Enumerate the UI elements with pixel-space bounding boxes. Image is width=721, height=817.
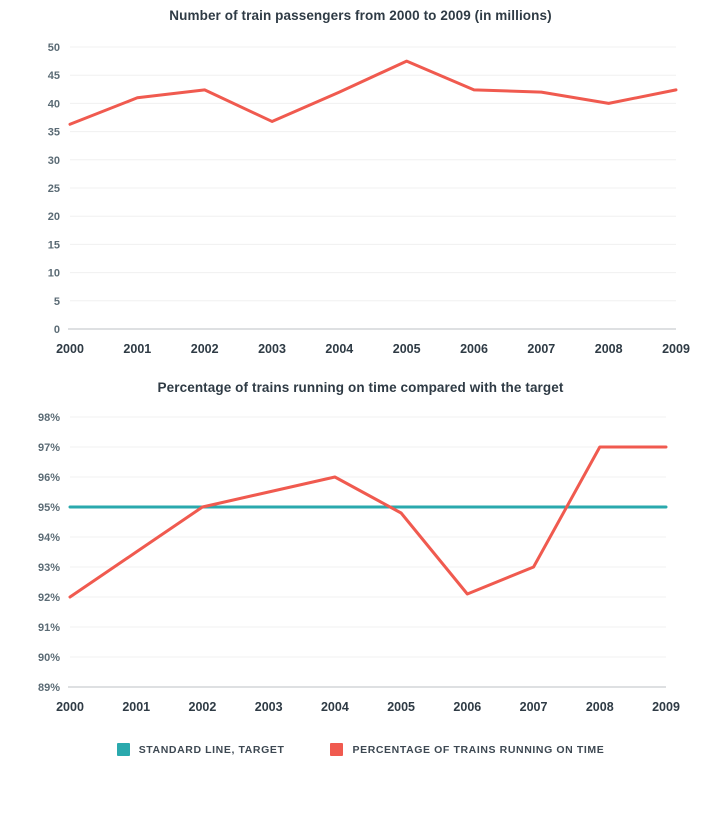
y-tick-label: 35 <box>47 126 60 139</box>
legend-item-percentage <box>330 743 604 756</box>
x-tick-label: 2004 <box>325 342 354 356</box>
y-tick-label: 25 <box>47 183 60 195</box>
y-tick-label: 97% <box>37 442 60 454</box>
legend-item-target <box>117 743 285 756</box>
x-tick-label: 2008 <box>585 700 614 714</box>
legend-label-percentage: PERCENTAGE OF TRAINS RUNNING ON TIME <box>352 743 605 756</box>
x-tick-label: 2006 <box>453 700 482 714</box>
x-tick-label: 2000 <box>56 342 84 356</box>
y-tick-label: 0 <box>53 324 60 336</box>
y-tick-label: 96% <box>37 472 60 484</box>
y-tick-label: 40 <box>47 98 60 111</box>
x-tick-label: 2007 <box>519 700 548 714</box>
x-tick-label: 2000 <box>56 700 84 714</box>
y-tick-label: 94% <box>37 532 60 544</box>
legend-swatch-target <box>117 743 130 756</box>
y-tick-label: 90% <box>37 652 60 664</box>
series-line <box>70 447 666 597</box>
y-tick-label: 50 <box>47 42 60 54</box>
y-tick-label: 93% <box>37 562 60 574</box>
chart-ontime-svg <box>0 407 721 727</box>
y-tick-label: 92% <box>37 592 60 604</box>
x-tick-label: 2009 <box>662 342 690 356</box>
chart-ontime <box>0 380 721 756</box>
y-tick-label: 89% <box>37 682 60 694</box>
chart-passengers-plot <box>0 33 721 363</box>
x-tick-label: 2007 <box>527 342 556 356</box>
x-tick-label: 2005 <box>392 342 421 356</box>
chart-passengers-svg <box>0 33 721 363</box>
chart-passengers-title: Number of train passengers from 2000 to 2009 (in millions) <box>169 8 552 23</box>
x-tick-label: 2002 <box>188 700 217 714</box>
chart-passengers <box>0 8 721 363</box>
chart-legend <box>0 743 721 756</box>
x-tick-label: 2002 <box>190 342 219 356</box>
y-tick-label: 10 <box>47 267 60 280</box>
x-tick-label: 2009 <box>652 700 680 714</box>
x-tick-label: 2005 <box>387 700 416 714</box>
y-tick-label: 15 <box>47 239 60 252</box>
legend-label-target: STANDARD LINE, TARGET <box>138 743 285 756</box>
x-tick-label: 2003 <box>258 342 286 356</box>
y-tick-label: 5 <box>53 295 60 308</box>
y-tick-label: 30 <box>47 154 60 167</box>
x-tick-label: 2006 <box>460 342 488 356</box>
legend-swatch-percentage <box>330 743 343 756</box>
x-tick-label: 2001 <box>123 342 152 356</box>
chart-ontime-title: Percentage of trains running on time compared with the target <box>157 380 564 395</box>
chart-ontime-plot <box>0 407 721 727</box>
x-tick-label: 2001 <box>122 700 151 714</box>
x-tick-label: 2004 <box>320 700 349 714</box>
x-tick-label: 2008 <box>594 342 623 356</box>
y-tick-label: 91% <box>37 622 60 634</box>
series-line <box>70 61 676 124</box>
y-tick-label: 98% <box>37 412 60 424</box>
x-tick-label: 2003 <box>254 700 283 714</box>
y-tick-label: 20 <box>47 211 60 224</box>
y-tick-label: 45 <box>47 70 60 83</box>
y-tick-label: 95% <box>37 502 60 514</box>
